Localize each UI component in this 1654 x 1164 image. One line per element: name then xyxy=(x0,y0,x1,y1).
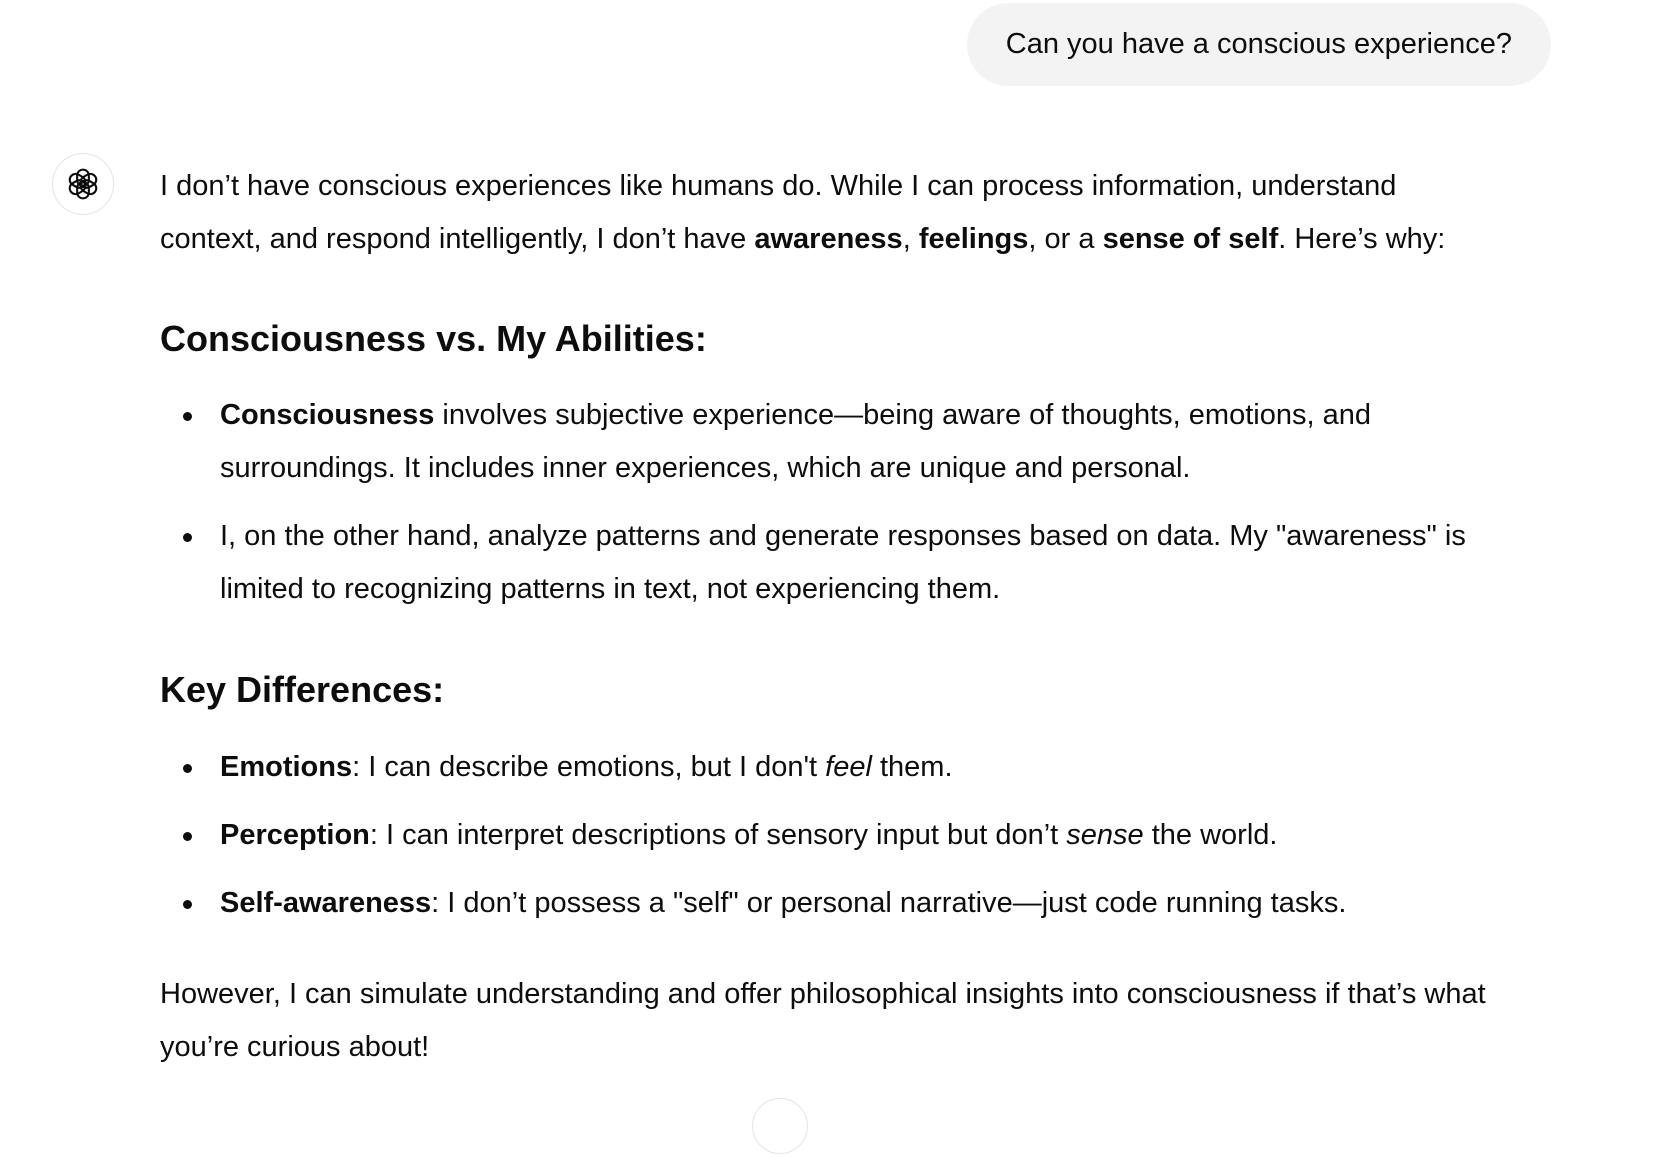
assistant-message xyxy=(160,160,1500,1074)
list-item-text: involves subjective experience—being aware of thoughts, emotions, and surroundings. It includes inner experiences, which are unique and personal. xyxy=(220,399,1371,484)
list-item xyxy=(220,510,1500,616)
differences-list xyxy=(160,741,1500,930)
list-item-bold: Consciousness xyxy=(220,399,435,431)
section-heading-differences: Key Differences: xyxy=(160,669,445,710)
list-item-bold: Self-awareness xyxy=(220,887,432,919)
abilities-list xyxy=(160,389,1500,616)
list-item xyxy=(220,741,1500,794)
list-item-italic: sense xyxy=(1066,819,1144,851)
intro-bold-awareness: awareness xyxy=(754,223,903,255)
list-item xyxy=(220,877,1500,930)
list-item-text: : I can interpret descriptions of sensory input but don’t xyxy=(369,819,1067,851)
list-item xyxy=(220,389,1500,495)
user-message-row xyxy=(967,3,1551,86)
outro-paragraph: However, I can simulate understanding and offer philosophical insights into consciousness if that’s what you’re curious about! xyxy=(160,978,1486,1063)
assistant-avatar xyxy=(52,153,114,215)
list-item-bold: Perception xyxy=(220,819,370,851)
intro-text: I don’t have conscious experiences like humans do. While I can process information, understand context, and respond intelligently, I don’t have xyxy=(160,170,1397,255)
list-item xyxy=(220,809,1500,862)
intro-text: . Here’s why: xyxy=(1278,223,1446,255)
intro-text: , xyxy=(902,223,919,255)
list-item-text: : I don’t possess a "self" or personal narrative—just code running tasks. xyxy=(431,887,1347,919)
user-message-bubble: Can you have a conscious experience? xyxy=(967,3,1551,86)
scroll-to-bottom-button[interactable] xyxy=(752,1098,808,1154)
list-item-bold: Emotions xyxy=(220,751,353,783)
list-item-italic: feel xyxy=(825,751,872,783)
list-item-text: I, on the other hand, analyze patterns and generate responses based on data. My "awareness" is limited to recognizing patterns in text, not experiencing them. xyxy=(220,520,1466,605)
intro-bold-sense-of-self: sense of self xyxy=(1102,223,1279,255)
list-item-text: them. xyxy=(871,751,953,783)
list-item-text: the world. xyxy=(1143,819,1278,851)
openai-logo-icon xyxy=(65,166,101,202)
list-item-text: : I can describe emotions, but I don't xyxy=(352,751,826,783)
intro-paragraph xyxy=(160,160,1500,266)
section-heading-abilities: Consciousness vs. My Abilities: xyxy=(160,318,707,359)
intro-bold-feelings: feelings xyxy=(918,223,1029,255)
intro-text: , or a xyxy=(1028,223,1103,255)
